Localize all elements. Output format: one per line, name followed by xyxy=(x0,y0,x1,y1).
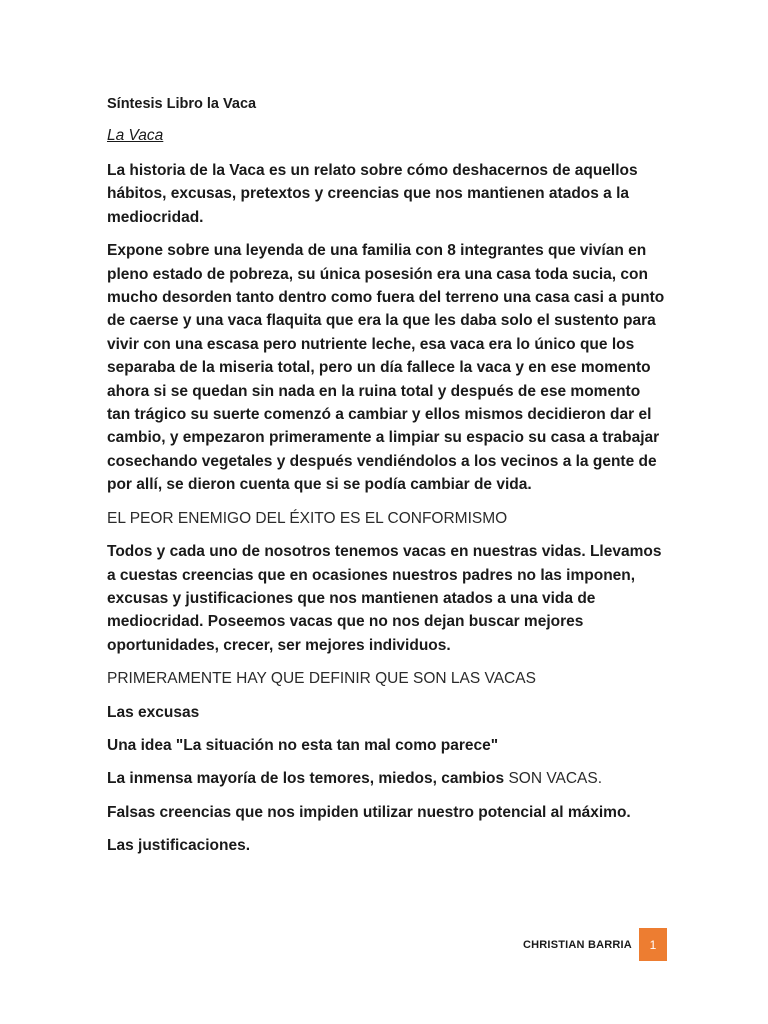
footer-author: CHRISTIAN BARRIA xyxy=(523,938,632,951)
list-item-creencias: Falsas creencias que nos impiden utilizar nuestro potencial al máximo. xyxy=(107,803,631,821)
section-heading-conformismo: EL PEOR ENEMIGO DEL ÉXITO ES EL CONFORMISMO xyxy=(107,509,508,527)
section-heading-definir: PRIMERAMENTE HAY QUE DEFINIR QUE SON LAS VACAS xyxy=(107,670,536,688)
list-item-excusas: Las excusas xyxy=(107,703,200,721)
paragraph-intro: La historia de la Vaca es un relato sobre cómo deshacernos de aquellos hábitos, excusas, pretextos y creencias que nos mantienen atados a la mediocridad. xyxy=(107,162,638,226)
page-number-badge: 1 xyxy=(639,928,667,961)
document-body xyxy=(107,159,667,868)
page-footer xyxy=(523,928,667,961)
list-item-idea: Una idea "La situación no esta tan mal como parece" xyxy=(107,736,499,754)
document-subtitle: La Vaca xyxy=(107,127,164,144)
list-item-temores-suffix: SON VACAS. xyxy=(508,770,603,788)
list-item-justificaciones: Las justificaciones. xyxy=(107,837,250,855)
paragraph-vacas: Todos y cada uno de nosotros tenemos vacas en nuestras vidas. Llevamos a cuestas creencias que en ocasiones nuestros padres no las imponen, excusas y justificaciones que nos mantienen atados a una vida de mediocridad. Poseemos vacas que no nos dejan buscar mejores oportunidades, crecer, ser mejores individuos. xyxy=(107,543,662,654)
list-item-temores xyxy=(107,767,667,790)
paragraph-story: Expone sobre una leyenda de una familia con 8 integrantes que vivían en pleno estado de pobreza, su única posesión era una casa toda sucia, con mucho desorden tanto dentro como fuera del terreno una casa casi a punto de caerse y una vaca flaquita que era la que les daba solo el sustento para vivir con una escasa pero nutriente leche, esa vaca era lo único que los separaba de la miseria total, pero un día fallece la vaca y en ese momento ahora si se quedan sin nada en la ruina total y después de ese momento tan trágico su suerte comenzó a cambiar y ellos mismos decidieron dar el cambio, y empezaron primeramente a limpiar su espacio su casa a trabajar cosechando vegetales y después vendiéndolos a los vecinos a la gente de por allí, se dieron cuenta que si se podía cambiar de vida. xyxy=(107,242,665,494)
list-item-temores-text: La inmensa mayoría de los temores, miedos, cambios xyxy=(107,770,505,788)
document-title: Síntesis Libro la Vaca xyxy=(107,96,257,112)
